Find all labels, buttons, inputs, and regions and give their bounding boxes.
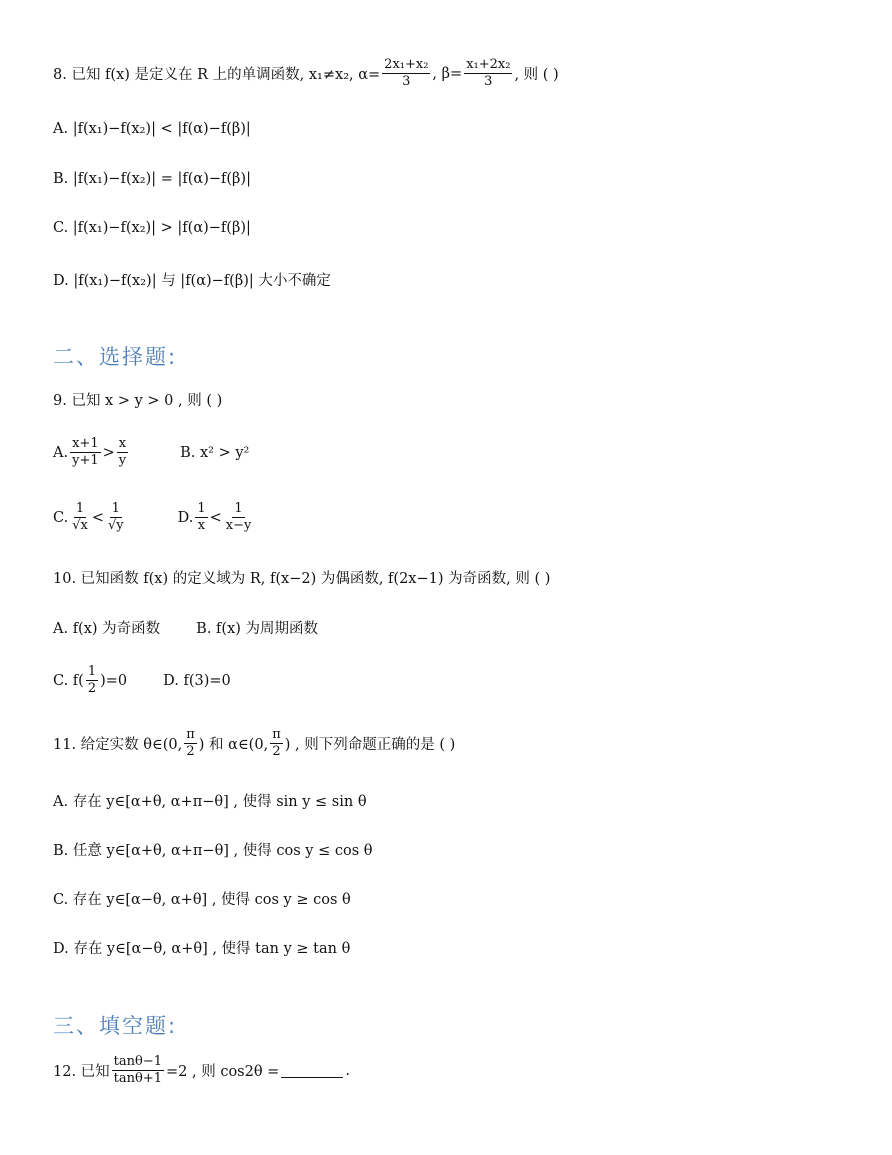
q8-stem (53, 58, 559, 90)
q11-theta-fraction (184, 728, 197, 760)
q10-option-a: A. f(x) 为奇函数 (53, 621, 161, 637)
q11-alpha-num: π (270, 728, 283, 744)
q9-c-right-den: √y (107, 518, 124, 534)
q9-stem: 9. 已知 x > y > 0 , 则 ( ) (53, 393, 223, 409)
section-3-heading: 三、填空题: (53, 1014, 178, 1038)
q9-d-right-num: 1 (232, 502, 244, 518)
q11-alpha-den: 2 (272, 744, 281, 760)
q9-c-right-fraction (106, 502, 126, 534)
q12-num: tanθ−1 (112, 1055, 164, 1071)
q9-a-right-fraction (117, 437, 128, 469)
q8-beta-numerator: x₁+2x₂ (464, 58, 512, 74)
q11-stem-a: 11. 给定实数 θ∈(0, (53, 737, 183, 754)
q9-d-left-num: 1 (195, 502, 207, 518)
q8-stem-text-b: , β= (432, 65, 463, 82)
q8-option-b: B. |f(x₁)−f(x₂)| = |f(α)−f(β)| (53, 171, 251, 187)
q9-d-right-fraction (224, 502, 254, 534)
q9-d-label: D. (177, 509, 194, 526)
q8-option-d: D. |f(x₁)−f(x₂)| 与 |f(α)−f(β)| 大小不确定 (53, 273, 331, 289)
q9-options-ab (53, 437, 249, 469)
q9-a-op: > (102, 444, 115, 461)
q12-fraction (112, 1055, 164, 1087)
q10-c-post: )=0 (100, 672, 128, 689)
q9-a-label: A. (53, 444, 69, 461)
q8-option-a: A. |f(x₁)−f(x₂)| < |f(α)−f(β)| (53, 121, 251, 137)
q11-option-b: B. 任意 y∈[α+θ, α+π−θ] , 使得 cos y ≤ cos θ (53, 843, 373, 859)
q9-c-right-num: 1 (110, 502, 122, 518)
q9-d-right-den: x−y (225, 518, 252, 534)
q10-option-b: B. f(x) 为周期函数 (196, 621, 319, 637)
q9-a-left-num: x+1 (70, 437, 101, 453)
section-2-heading: 二、选择题: (53, 345, 178, 369)
q12-mid: =2 , 则 cos2θ = (166, 1064, 280, 1081)
q8-alpha-fraction (382, 58, 430, 90)
q9-c-left-den: √x (72, 518, 88, 534)
q12-den: tanθ+1 (113, 1071, 163, 1087)
q9-option-b: B. x² > y² (180, 444, 250, 461)
q10-c-pre: C. f( (53, 672, 84, 689)
q10-stem: 10. 已知函数 f(x) 的定义域为 R, f(x−2) 为偶函数, f(2x−1) 为奇函数, 则 ( ) (53, 571, 551, 587)
q12-stem (53, 1055, 350, 1087)
q9-a-right-den: y (118, 453, 127, 469)
q8-alpha-denominator: 3 (402, 74, 411, 90)
q12-post: . (345, 1062, 350, 1079)
q9-a-left-fraction (70, 437, 101, 469)
q9-a-right-num: x (117, 437, 128, 453)
q11-stem (53, 728, 455, 760)
q11-option-d: D. 存在 y∈[α−θ, α+θ] , 使得 tan y ≥ tan θ (53, 941, 351, 957)
q11-option-c: C. 存在 y∈[α−θ, α+θ] , 使得 cos y ≥ cos θ (53, 892, 351, 908)
q11-stem-b: ) 和 α∈(0, (198, 737, 269, 754)
q9-c-op: < (91, 509, 104, 526)
q9-c-left-num: 1 (74, 502, 86, 518)
q8-beta-fraction (464, 58, 512, 90)
q10-option-d: D. f(3)=0 (163, 672, 231, 689)
q8-option-c: C. |f(x₁)−f(x₂)| > |f(α)−f(β)| (53, 220, 251, 236)
q8-alpha-numerator: 2x₁+x₂ (382, 58, 430, 74)
q9-a-left-den: y+1 (72, 453, 99, 469)
q10-options-ab (53, 617, 318, 638)
q10-options-cd (53, 665, 231, 697)
q9-d-left-fraction (195, 502, 207, 534)
q10-c-num: 1 (86, 665, 98, 681)
q12-answer-blank[interactable] (281, 1063, 343, 1078)
q11-theta-num: π (184, 728, 197, 744)
q8-beta-denominator: 3 (484, 74, 493, 90)
q12-pre: 12. 已知 (53, 1064, 110, 1081)
q9-c-label: C. (53, 509, 69, 526)
q11-alpha-fraction (270, 728, 283, 760)
q8-stem-text-a: 8. 已知 f(x) 是定义在 R 上的单调函数, x₁≠x₂, α= (53, 67, 381, 84)
q10-c-den: 2 (87, 681, 97, 697)
q9-options-cd (53, 502, 255, 534)
q11-option-a: A. 存在 y∈[α+θ, α+π−θ] , 使得 sin y ≤ sin θ (53, 794, 367, 810)
q10-c-fraction (86, 665, 98, 697)
q11-stem-c: ) , 则下列命题正确的是 ( ) (284, 737, 456, 754)
q9-c-left-fraction (70, 502, 90, 534)
q11-theta-den: 2 (186, 744, 195, 760)
q8-stem-text-c: , 则 ( ) (514, 67, 559, 84)
q9-d-left-den: x (197, 518, 206, 534)
q9-d-op: < (209, 509, 222, 526)
